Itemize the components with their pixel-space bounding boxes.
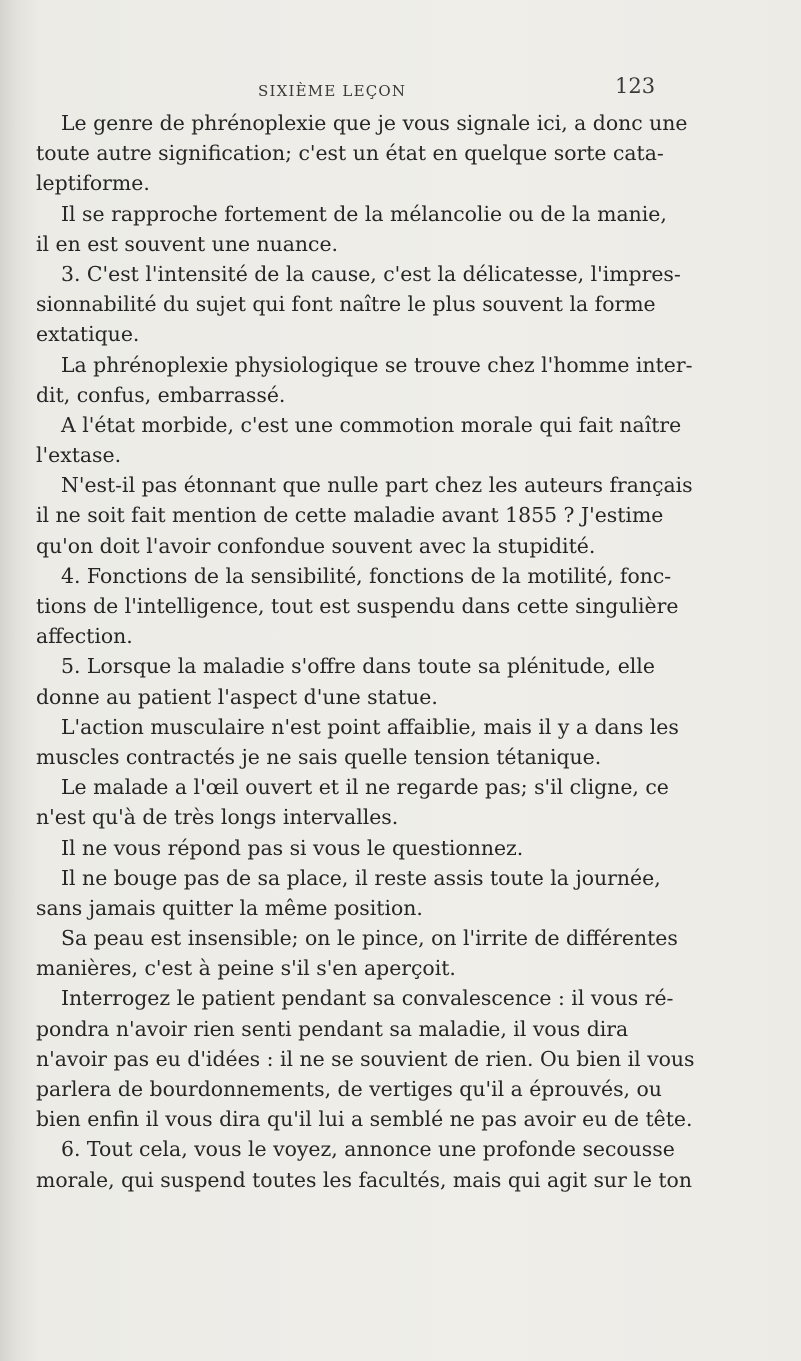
text-line: 5. Lorsque la maladie s'offre dans toute sa plénitude, elle (61, 654, 655, 679)
text-line: sans jamais quitter la même position. (36, 895, 423, 920)
text-line: Sa peau est insensible; on le pince, on l'irrite de différentes (61, 926, 678, 951)
text-line: morale, qui suspend toutes les facultés, mais qui agit sur le ton (36, 1167, 692, 1192)
text-line: Il se rapproche fortement de la mélancolie ou de la manie, (61, 201, 667, 226)
text-line: parlera de bourdonnements, de vertiges qu'il a éprouvés, ou (36, 1077, 662, 1101)
text-line: donne au patient l'aspect d'une statue. (36, 684, 438, 709)
text-line: A l'état morbide, c'est une commotion morale qui fait naître (61, 412, 682, 437)
body-text (36, 108, 760, 1195)
text-line: Le genre de phrénoplexie que je vous signale ici, a donc une (61, 111, 688, 135)
text-line: sionnabilité du sujet qui font naître le plus souvent la forme (36, 292, 656, 317)
text-line: Interrogez le patient pendant sa convalescence : il vous ré- (61, 986, 674, 1011)
text-line: L'action musculaire n'est point affaiblie, mais il y a dans les (61, 714, 679, 739)
text-line: l'extase. (36, 443, 122, 468)
text-line: N'est-il pas étonnant que nulle part chez les auteurs français (61, 473, 693, 498)
text-line: manières, c'est à peine s'il s'en aperçoit. (36, 956, 456, 981)
text-line: Il ne vous répond pas si vous le questionnez. (61, 835, 524, 860)
text-line: bien enfin il vous dira qu'il lui a semblé ne pas avoir eu de tête. (36, 1107, 693, 1132)
text-line: 4. Fonctions de la sensibilité, fonctions de la motilité, fonc- (61, 563, 672, 588)
running-head: SIXIÈME LEÇON (258, 82, 407, 100)
text-line: Le malade a l'œil ouvert et il ne regarde pas; s'il cligne, ce (61, 775, 669, 800)
text-line: il en est souvent une nuance. (36, 231, 339, 256)
text-line: n'avoir pas eu d'idées : il ne se souvient de rien. Ou bien il vous (36, 1046, 695, 1071)
text-line: pondra n'avoir rien senti pendant sa maladie, il vous dira (36, 1016, 629, 1041)
text-line: 3. C'est l'intensité de la cause, c'est la délicatesse, l'impres- (61, 261, 681, 286)
text-line: qu'on doit l'avoir confondue souvent avec la stupidité. (36, 533, 596, 558)
text-line: toute autre signification; c'est un état en quelque sorte cata- (36, 141, 664, 166)
text-line: muscles contractés je ne sais quelle tension tétanique. (36, 744, 602, 769)
text-line: Il ne bouge pas de sa place, il reste assis toute la journée, (61, 865, 661, 890)
text-line: dit, confus, embarrassé. (36, 382, 286, 407)
text-line: leptiforme. (36, 171, 150, 196)
text-line: extatique. (36, 322, 140, 347)
text-line: La phrénoplexie physiologique se trouve chez l'homme inter- (61, 352, 693, 377)
text-line: n'est qu'à de très longs intervalles. (36, 805, 399, 830)
text-line: il ne soit fait mention de cette maladie avant 1855 ? J'estime (36, 503, 664, 528)
text-line: affection. (36, 624, 133, 649)
page-header (0, 62, 801, 102)
page-number: 123 (615, 74, 656, 98)
text-line: tions de l'intelligence, tout est suspendu dans cette singulière (36, 594, 679, 618)
text-line: 6. Tout cela, vous le voyez, annonce une profonde secousse (61, 1137, 675, 1162)
